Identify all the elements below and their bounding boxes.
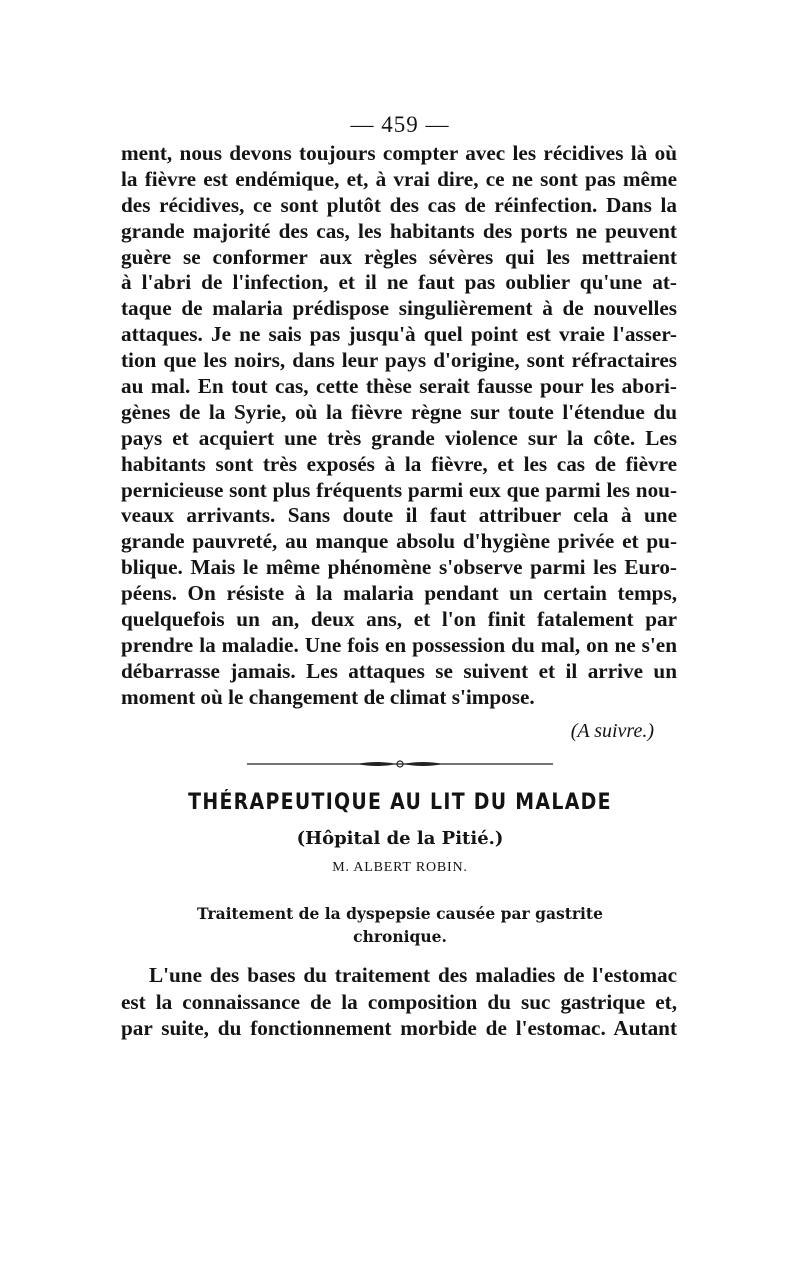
page-number: — 459 — [350,112,450,137]
text-line: moment où le changement de climat s'impose. [121,684,535,709]
text-line: débarrasse jamais. Les attaques se suivent et il arrive un [121,658,677,683]
separator-left-swell [357,762,397,766]
text-line: L'une des bases du traitement des maladies de l'estomac [149,963,677,987]
section-location: (Hôpital de la Pitié.) [296,828,504,849]
text-line: à l'abri de l'infection, et il ne faut pas oublier qu'une at- [121,270,677,295]
text-line: attaques. Je ne sais pas jusqu'à quel point est vraie l'asser- [121,322,677,347]
section-subtitle [0,902,800,948]
text-line: gènes de la Syrie, où la fièvre règne sur toute l'étendue du [121,399,677,424]
subtitle-line: Traitement de la dyspepsie causée par gastrite [197,904,603,923]
text-line: veaux arrivants. Sans doute il faut attribuer cela à une [121,503,677,528]
subtitle-line: chronique. [353,927,447,946]
text-line: grande pauvreté, au manque absolu d'hygiène privée et pu- [121,529,677,554]
text-line: au mal. En tout cas, cette thèse serait fausse pour les abori- [121,374,677,399]
text-line: la fièvre est endémique, et, à vrai dire, ce ne sont pas même [121,166,677,191]
to-be-continued-note: (A suivre.) [570,720,654,742]
separator-right-swell [403,762,443,766]
text-line: pays et acquiert une très grande violence sur la côte. Les [121,425,677,450]
ornamental-separator [247,758,553,770]
article-continuation-text [121,141,677,711]
text-line: guère se conformer aux règles sévères qui les mettraient [121,244,677,269]
text-line: des récidives, ce sont plutôt des cas de réinfection. Dans la [121,192,677,217]
text-line: pernicieuse sont plus fréquents parmi eux que parmi les nou- [121,477,677,502]
text-line: péens. On résiste à la malaria pendant un certain temps, [121,581,677,606]
text-line: grande majorité des cas, les habitants des ports ne peuvent [121,218,677,243]
text-line: quelquefois un an, deux ans, et l'on finit fatalement par [121,607,677,632]
text-line: habitants sont très exposés à la fièvre, et les cas de fièvre [121,451,677,476]
text-line: tion que les noirs, dans leur pays d'origine, sont réfractaires [121,348,677,373]
text-line: blique. Mais le même phénomène s'observe parmi les Euro- [121,555,677,580]
section-title: THÉRAPEUTIQUE AU LIT DU MALADE [188,790,612,815]
text-line: est la connaissance de la composition du suc gastrique et, [121,989,677,1014]
section-intro-text [121,962,677,1042]
text-line: taque de malaria prédispose singulièrement à de nouvelles [121,296,677,321]
text-line: prendre la maladie. Une fois en possession du mal, on ne s'en [121,632,677,657]
text-line: ment, nous devons toujours compter avec les récidives là où [121,141,677,165]
text-line: par suite, du fonctionnement morbide de l'estomac. Autant [121,1016,677,1040]
section-author: M. ALBERT ROBIN. [332,860,468,875]
